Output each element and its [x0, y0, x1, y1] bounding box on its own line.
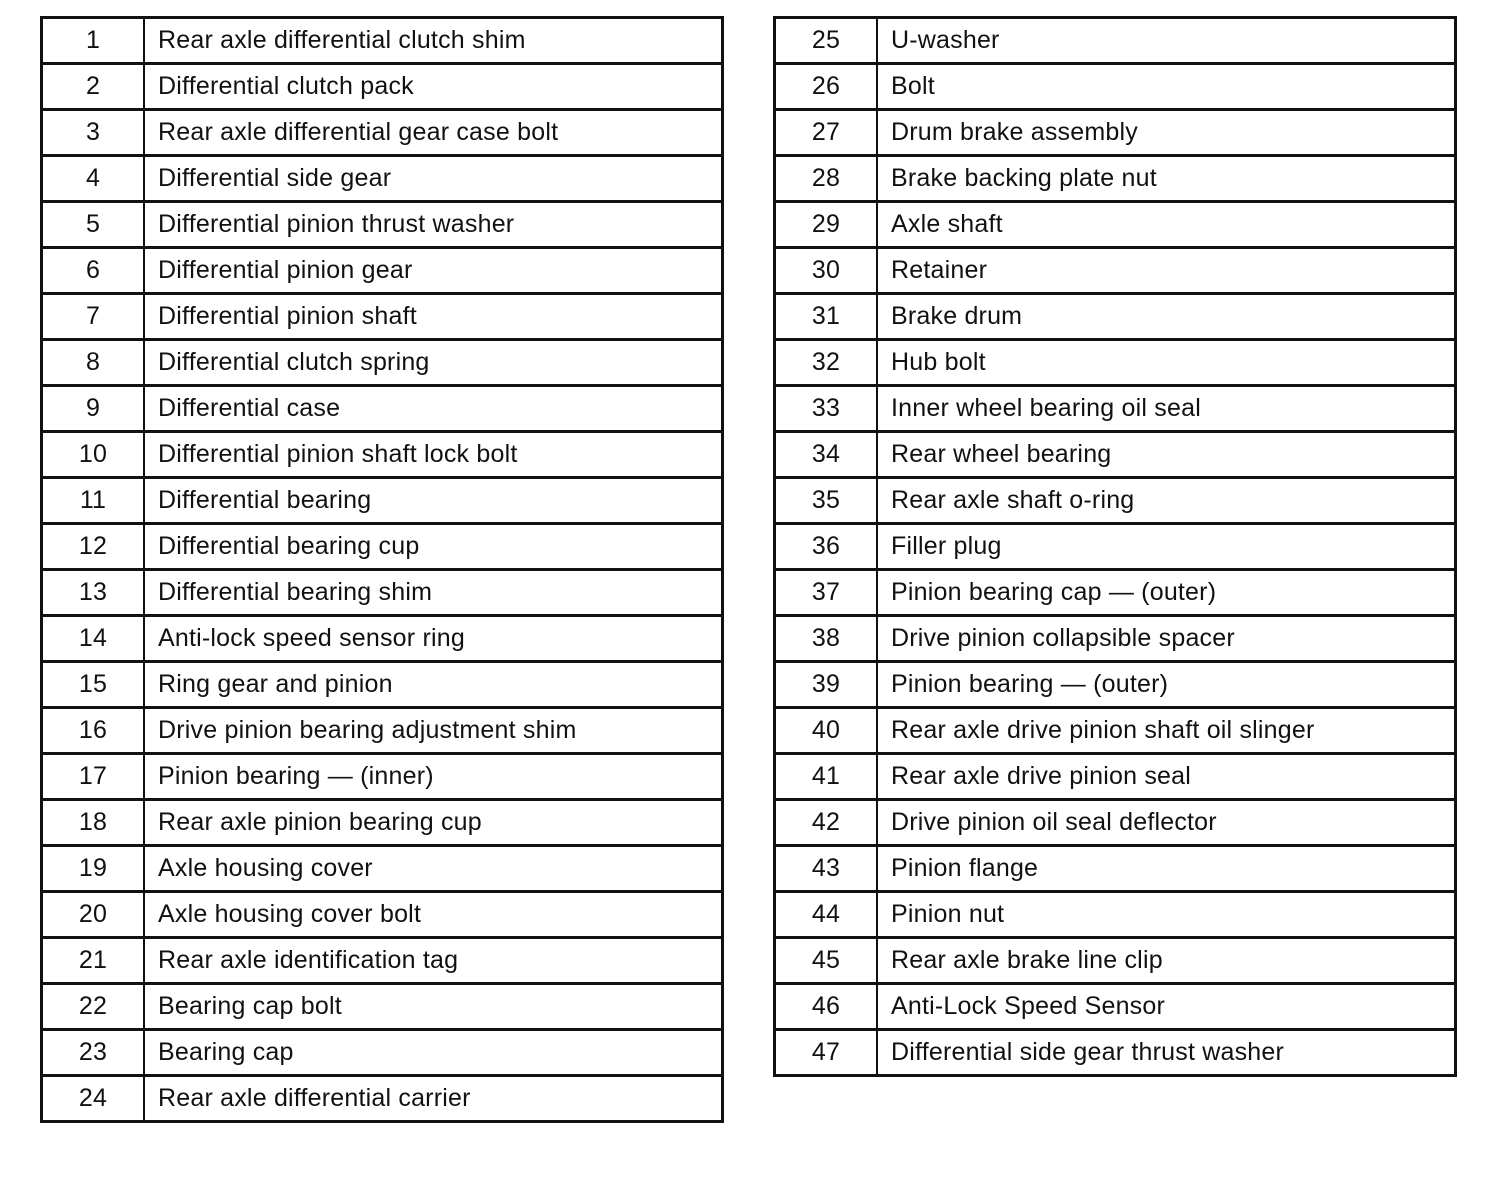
- table-row: [775, 110, 1456, 156]
- table-row: [42, 984, 723, 1030]
- table-row: [775, 386, 1456, 432]
- table-row: [775, 754, 1456, 800]
- part-description: Brake drum: [877, 294, 1456, 340]
- parts-table-right: [773, 16, 1457, 1077]
- part-number: 10: [42, 432, 145, 478]
- table-row: [42, 432, 723, 478]
- part-number: 18: [42, 800, 145, 846]
- part-description: Differential side gear thrust washer: [877, 1030, 1456, 1076]
- table-row: [42, 708, 723, 754]
- table-row: [775, 892, 1456, 938]
- part-number: 46: [775, 984, 878, 1030]
- part-number: 12: [42, 524, 145, 570]
- part-number: 23: [42, 1030, 145, 1076]
- part-number: 14: [42, 616, 145, 662]
- part-number: 22: [42, 984, 145, 1030]
- part-description: Differential pinion shaft: [144, 294, 723, 340]
- part-description: Rear axle differential carrier: [144, 1076, 723, 1122]
- table-row: [42, 386, 723, 432]
- part-number: 9: [42, 386, 145, 432]
- part-description: Rear axle drive pinion shaft oil slinger: [877, 708, 1456, 754]
- table-row: [42, 1076, 723, 1122]
- table-row: [775, 248, 1456, 294]
- part-number: 36: [775, 524, 878, 570]
- table-row: [775, 616, 1456, 662]
- part-description: Anti-Lock Speed Sensor: [877, 984, 1456, 1030]
- part-description: Brake backing plate nut: [877, 156, 1456, 202]
- part-description: Rear axle brake line clip: [877, 938, 1456, 984]
- table-row: [42, 294, 723, 340]
- table-row: [42, 754, 723, 800]
- part-number: 4: [42, 156, 145, 202]
- part-description: Axle housing cover bolt: [144, 892, 723, 938]
- part-description: Bearing cap bolt: [144, 984, 723, 1030]
- table-row: [775, 984, 1456, 1030]
- table-row: [775, 478, 1456, 524]
- part-number: 41: [775, 754, 878, 800]
- part-number: 28: [775, 156, 878, 202]
- part-description: Drive pinion collapsible spacer: [877, 616, 1456, 662]
- part-description: Axle shaft: [877, 202, 1456, 248]
- table-row: [42, 1030, 723, 1076]
- part-description: Bolt: [877, 64, 1456, 110]
- part-number: 27: [775, 110, 878, 156]
- part-number: 17: [42, 754, 145, 800]
- table-row: [42, 846, 723, 892]
- table-row: [42, 478, 723, 524]
- table-row: [775, 18, 1456, 64]
- table-row: [42, 938, 723, 984]
- part-number: 44: [775, 892, 878, 938]
- table-row: [775, 846, 1456, 892]
- part-description: Differential pinion shaft lock bolt: [144, 432, 723, 478]
- table-row: [775, 662, 1456, 708]
- table-row: [775, 156, 1456, 202]
- part-description: Hub bolt: [877, 340, 1456, 386]
- part-number: 42: [775, 800, 878, 846]
- table-row: [42, 156, 723, 202]
- table-row: [42, 524, 723, 570]
- part-number: 29: [775, 202, 878, 248]
- part-number: 33: [775, 386, 878, 432]
- part-description: Axle housing cover: [144, 846, 723, 892]
- part-number: 11: [42, 478, 145, 524]
- part-description: Differential pinion thrust washer: [144, 202, 723, 248]
- table-row: [42, 570, 723, 616]
- part-number: 6: [42, 248, 145, 294]
- table-row: [775, 432, 1456, 478]
- part-description: Rear axle shaft o-ring: [877, 478, 1456, 524]
- part-number: 26: [775, 64, 878, 110]
- part-number: 2: [42, 64, 145, 110]
- part-description: Rear axle drive pinion seal: [877, 754, 1456, 800]
- part-description: Differential case: [144, 386, 723, 432]
- part-description: Differential bearing shim: [144, 570, 723, 616]
- part-description: Differential clutch pack: [144, 64, 723, 110]
- table-row: [775, 202, 1456, 248]
- table-row: [775, 524, 1456, 570]
- part-number: 30: [775, 248, 878, 294]
- table-row: [42, 202, 723, 248]
- part-description: Pinion nut: [877, 892, 1456, 938]
- parts-table-right-body: [775, 18, 1456, 1076]
- part-number: 43: [775, 846, 878, 892]
- part-number: 31: [775, 294, 878, 340]
- parts-table-left: [40, 16, 724, 1123]
- part-number: 7: [42, 294, 145, 340]
- part-number: 21: [42, 938, 145, 984]
- part-number: 15: [42, 662, 145, 708]
- part-description: Pinion bearing — (outer): [877, 662, 1456, 708]
- table-row: [775, 340, 1456, 386]
- part-number: 24: [42, 1076, 145, 1122]
- part-number: 8: [42, 340, 145, 386]
- part-description: Retainer: [877, 248, 1456, 294]
- part-number: 3: [42, 110, 145, 156]
- part-description: Rear axle pinion bearing cup: [144, 800, 723, 846]
- part-description: Rear axle differential clutch shim: [144, 18, 723, 64]
- part-number: 25: [775, 18, 878, 64]
- part-number: 20: [42, 892, 145, 938]
- part-number: 19: [42, 846, 145, 892]
- part-number: 35: [775, 478, 878, 524]
- table-row: [775, 64, 1456, 110]
- table-row: [42, 340, 723, 386]
- part-description: Drive pinion bearing adjustment shim: [144, 708, 723, 754]
- table-row: [775, 938, 1456, 984]
- table-row: [42, 248, 723, 294]
- table-row: [775, 570, 1456, 616]
- part-number: 40: [775, 708, 878, 754]
- part-description: U-washer: [877, 18, 1456, 64]
- table-row: [775, 708, 1456, 754]
- part-description: Differential bearing cup: [144, 524, 723, 570]
- part-description: Pinion flange: [877, 846, 1456, 892]
- part-description: Rear axle identification tag: [144, 938, 723, 984]
- table-row: [42, 662, 723, 708]
- part-description: Differential pinion gear: [144, 248, 723, 294]
- part-number: 47: [775, 1030, 878, 1076]
- parts-table-left-body: [42, 18, 723, 1122]
- part-description: Differential side gear: [144, 156, 723, 202]
- part-number: 37: [775, 570, 878, 616]
- part-description: Ring gear and pinion: [144, 662, 723, 708]
- part-number: 16: [42, 708, 145, 754]
- part-number: 45: [775, 938, 878, 984]
- part-number: 38: [775, 616, 878, 662]
- part-description: Pinion bearing cap — (outer): [877, 570, 1456, 616]
- table-row: [775, 1030, 1456, 1076]
- table-row: [42, 110, 723, 156]
- part-number: 39: [775, 662, 878, 708]
- part-description: Differential clutch spring: [144, 340, 723, 386]
- part-description: Differential bearing: [144, 478, 723, 524]
- part-description: Pinion bearing — (inner): [144, 754, 723, 800]
- part-description: Drive pinion oil seal deflector: [877, 800, 1456, 846]
- part-description: Rear wheel bearing: [877, 432, 1456, 478]
- part-description: Anti-lock speed sensor ring: [144, 616, 723, 662]
- table-row: [775, 800, 1456, 846]
- part-number: 13: [42, 570, 145, 616]
- table-row: [775, 294, 1456, 340]
- table-row: [42, 800, 723, 846]
- part-description: Rear axle differential gear case bolt: [144, 110, 723, 156]
- table-row: [42, 18, 723, 64]
- part-number: 5: [42, 202, 145, 248]
- part-number: 32: [775, 340, 878, 386]
- part-number: 1: [42, 18, 145, 64]
- part-description: Inner wheel bearing oil seal: [877, 386, 1456, 432]
- part-description: Bearing cap: [144, 1030, 723, 1076]
- part-number: 34: [775, 432, 878, 478]
- table-row: [42, 892, 723, 938]
- part-description: Filler plug: [877, 524, 1456, 570]
- table-row: [42, 616, 723, 662]
- part-description: Drum brake assembly: [877, 110, 1456, 156]
- table-row: [42, 64, 723, 110]
